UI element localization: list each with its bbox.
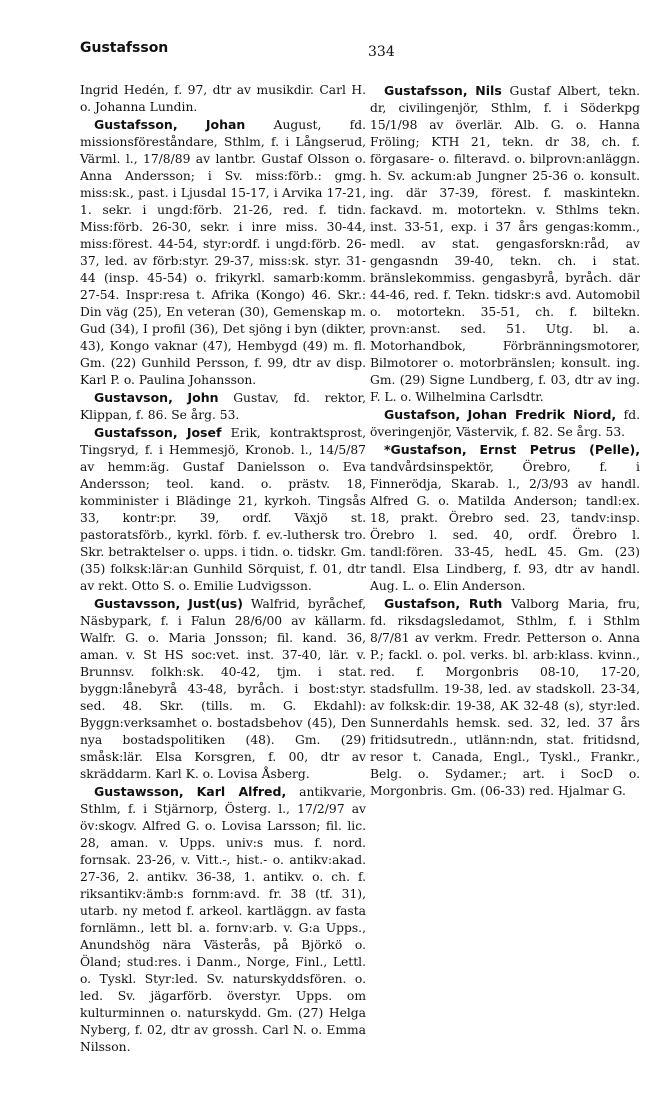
entry — [80, 389, 366, 424]
entry-surname: Gustavsson, — [94, 596, 181, 611]
entry — [370, 82, 640, 406]
entry-text: tandvårdsinspektör, Örebro, f. i Finnerödja, Skarab. l., 2/3/93 av handl. Alfred G. o. Matilda Anderson; tandl:ex. 18, prakt. Örebro sed. 23, tandv:insp. Örebro l. sed. 40, ordf. Örebro l. tandl:fören. 33-45, hedL 45. Gm. (23) tandl. Elsa Lindberg, f. 93, dtr av handl. Aug. L. o. Elin Anderson. — [370, 460, 640, 593]
entry-text: Walfrid, byråchef, Näsbypark, f. i Falun 28/6/00 av källarm. Walfr. G. o. Maria Jonsson; fil. kand. 36, aman. v. St HS soc:vet. inst. 37-40, lär. v. Brunnsv. folkh:sk. 40-42, tjm. i stat. byggn:lånebyrå 43-48, byråch. i bost:styr. sed. 48. Skr. (tills. m. G. Ekdahl): Byggn:verksamhet o. bostadsbehov (45), Den nya bostadspolitiken (48). Gm. (29) småsk:lär. Elsa Korsgren, f. 00, dtr av skräddarm. Karl K. o. Lovisa Åsberg. — [80, 597, 366, 781]
entry-continuation — [80, 82, 366, 116]
entry-given-name: Johan Fredrik Niord, — [467, 407, 617, 422]
running-header — [80, 40, 640, 64]
entry-given-name: Josef — [186, 425, 222, 440]
entry-surname: Gustafsson, — [94, 425, 178, 440]
entry — [80, 783, 366, 1056]
entry — [370, 406, 640, 441]
entry-given-name: Johan — [205, 117, 246, 132]
entry — [80, 116, 366, 389]
entry-surname: Gustafsson, — [384, 83, 468, 98]
entry — [80, 424, 366, 595]
entry-text: Gustaf Albert, tekn. dr, civilingenjör, Sthlm, f. i Söderkpg 15/1/98 av överlär. Alb. G. o. Hanna Fröling; KTH 21, tekn. dr 38, ch. f. förgasare- o. filteravd. o. bilprovn:anläggn. h. Sv. ackum:ab Jungner 25-36 o. konsult. ing. där 37-39, förest. f. maskintekn. fackavd. m. motortekn. v. Sthlms tekn. inst. 33-51, exp. i 37 års gengas:komm., medl. av stat. gengasforskn:råd, av gengasndn 39-40, tekn. ch. i stat. bränslekommiss. gengasbyrå, byråch. där 44-46, red. f. Tekn. tidskr:s avd. Automobil o. motortekn. 35-51, ch. f. biltekn. provn:anst. sed. 51. Utg. bl. a. Motorhandbok, Förbränningsmotorer, Bilmotorer o. motorbränslen; konsult. ing. Gm. (29) Signe Lundberg, f. 03, dtr av ing. F. L. o. Wilhelmina Carlsdtr. — [370, 84, 640, 404]
entry-surname: Gustafson, — [384, 596, 461, 611]
entry-surname: Gustavson, — [94, 390, 173, 405]
entry-surname: Gustafson, — [384, 407, 461, 422]
entry-text: fd. överingenjör, Västervik, f. 82. Se årg. 53. — [370, 408, 640, 439]
entry — [80, 595, 366, 783]
entry — [370, 595, 640, 800]
entry-surname: *Gustafson, — [384, 442, 467, 457]
entry-text: Ingrid Hedén, f. 97, dtr av musikdir. Carl H. o. Johanna Lundin. — [80, 83, 366, 114]
entry-given-name: Just(us) — [188, 596, 243, 611]
entry-text: Gustav, fd. rektor, Klippan, f. 86. Se årg. 53. — [80, 391, 366, 422]
left-column — [80, 82, 366, 1056]
entry-surname: Gustawsson, — [94, 784, 184, 799]
entry-text: Erik, kontraktsprost, Tingsryd, f. i Hemmesjö, Kronob. l., 14/5/87 av hemm:äg. Gustaf Danielsson o. Eva Andersson; teol. kand. o. prästv. 18, komminister i Blädinge 21, kyrkoh. Tingsås 33, kontr:pr. 39, ordf. Växjö st. pastoratsförb., kyrkl. förb. f. ev.-luthersk tro. Skr. betraktelser o. upps. i tidn. o. tidskr. Gm. (35) folksk:lär:an Gunhild Sörquist, f. 01, dtr av rekt. Otto S. o. Emilie Ludvigsson. — [80, 426, 366, 593]
right-column — [370, 82, 640, 800]
entry-text: antikvarie, Sthlm, f. i Stjärnorp, Österg. l., 17/2/97 av öv:skogv. Alfred G. o. Lovisa Larsson; fil. lic. 28, aman. v. Upps. univ:s mus. f. nord. fornsak. 23-26, v. Vitt.-, hist.- o. antikv:akad. 27-36, 2. antikv. 36-38, 1. antikv. o. ch. f. riksantikv:ämb:s fornm:avd. fr. 38 (tf. 31), utarb. ny metod f. arkeol. kartläggn. av fasta fornlämn., lett bl. a. fornv:arb. v. G:a Upps., Anundshög nära Västerås, på Björkö o. Öland; stud:res. i Danm., Norge, Finl., Lettl. o. Tyskl. Styr:led. Sv. naturskyddsfören. o. led. Sv. jägarförb. överstyr. Upps. om kulturminnen o. naturskydd. Gm. (27) Helga Nyberg, f. 02, dtr av grossh. Carl N. o. Emma Nilsson. — [80, 785, 366, 1054]
entry — [370, 441, 640, 595]
entry-given-name: John — [187, 390, 219, 405]
entry-text: August, fd. missionsföreståndare, Sthlm, f. i Långserud, Värml. l., 17/8/89 av lantbr. Gustaf Olsson o. Anna Andersson; i Sv. miss:förb.: gmg. miss:sk., past. i Ljusdal 15-17, i Arvika 17-21, 1. sekr. i ungd:förb. 21-26, red. f. tidn. Miss:förb. 26-30, sekr. i inre miss. 30-44, miss:förest. 44-54, styr:ordf. i ungd:förb. 26-37, led. av förb:styr. 29-37, miss:sk. styr. 31-44 (insp. 45-54) o. frikyrkl. samarb:komm. 27-54. Inspr:resa t. Afrika (Kongo) 46. Skr.: Din väg (25), En veteran (30), Gemenskap m. Gud (34), I profil (36), Det sjöng i byn (dikter, 43), Kongo vaknar (47), Hembygd (49) m. fl. Gm. (22) Gunhild Persson, f. 99, dtr av disp. Karl P. o. Paulina Johansson. — [80, 118, 366, 387]
entry-given-name: Ruth — [468, 596, 503, 611]
entry-given-name: Nils — [475, 83, 502, 98]
entry-surname: Gustafsson, — [94, 117, 178, 132]
page-number: 334 — [368, 44, 395, 60]
entry-given-name: Ernst Petrus (Pelle), — [479, 442, 640, 457]
entry-text: Valborg Maria, fru, fd. riksdagsledamot, Sthlm, f. i Sthlm 8/7/81 av verkm. Fredr. Petterson o. Anna P.; fackl. o. pol. verks. bl. arb:klass. kvinn., red. f. Morgonbris 08-10, 17-20, stadsfullm. 19-38, led. av stadskoll. 23-34, av folksk:dir. 19-38, AK 32-48 (s), styr:led. Sunnerdahls hemsk. sed. 32, led. 37 års fritidsutredn., utlänn:ndn, stat. fritidsnd, resor t. Canada, Engl., Tyskl., Frankr., Belg. o. Sydamer.; art. i SocD o. Morgonbris. Gm. (06-33) red. Hjalmar G. — [370, 597, 640, 798]
entry-given-name: Karl Alfred, — [196, 784, 287, 799]
header-name: Gustafsson — [80, 40, 169, 56]
